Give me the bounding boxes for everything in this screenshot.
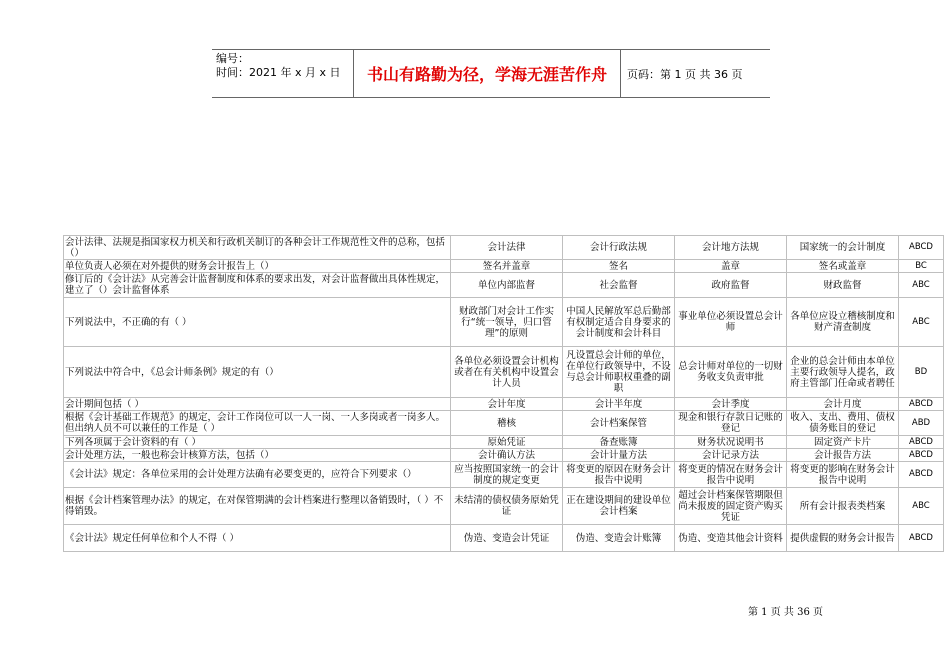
option-b: 会计半年度 [563,398,675,411]
answer-key: ABCD [899,449,944,462]
option-d: 企业的总会计师由本单位主要行政领导人提名，政府主管部门任命或者聘任 [787,347,899,398]
page-footer: 第 1 页 共 36 页 [748,607,823,618]
option-a: 签名并盖章 [451,260,563,273]
option-b: 伪造、变造会计账簿 [563,525,675,552]
question-text: 根据《会计基础工作规范》的规定，会计工作岗位可以一人一岗、一人多岗或者一岗多人。但出纳人员不可以兼任的工作是（ ） [64,411,451,436]
option-c: 伪造、变造其他会计资料 [675,525,787,552]
option-c: 现金和银行存款日记账的登记 [675,411,787,436]
option-c: 总会计师对单位的一切财务收支负责审批 [675,347,787,398]
question-text: 《会计法》规定任何单位和个人不得（ ） [64,525,451,552]
question-text: 会计处理方法，一般也称会计核算方法，包括（） [64,449,451,462]
answer-key: BD [899,347,944,398]
header-motto: 书山有路勤为径，学海无涯苦作舟 [354,50,621,97]
option-b: 凡设置总会计师的单位，在单位行政领导中，不设与总会计师职权重叠的副职 [563,347,675,398]
table-row [64,347,944,398]
question-text: 会计法律、法规是指国家权力机关和行政机关制订的各种会计工作规范性文件的总称，包括（） [64,236,451,260]
option-b: 签名 [563,260,675,273]
option-d: 各单位应设立稽核制度和财产清查制度 [787,298,899,347]
answer-key: ABCD [899,462,944,488]
option-a: 会计年度 [451,398,563,411]
option-a: 会计确认方法 [451,449,563,462]
option-a: 应当按照国家统一的会计制度的规定变更 [451,462,563,488]
option-b: 将变更的原因在财务会计报告中说明 [563,462,675,488]
answer-key: ABC [899,298,944,347]
question-text: 《会计法》规定：各单位采用的会计处理方法确有必要变更的，应符合下列要求（） [64,462,451,488]
question-text: 下列各项属于会计资料的有（ ） [64,436,451,449]
option-a: 单位内部监督 [451,273,563,298]
option-a: 各单位必须设置会计机构或者在有关机构中设置会计人员 [451,347,563,398]
option-c: 会计季度 [675,398,787,411]
option-a: 会计法律 [451,236,563,260]
option-d: 固定资产卡片 [787,436,899,449]
option-c: 盖章 [675,260,787,273]
option-d: 收入、支出、费用、债权债务账目的登记 [787,411,899,436]
question-table [63,235,944,552]
option-a: 伪造、变造会计凭证 [451,525,563,552]
option-d: 签名或盖章 [787,260,899,273]
option-c: 政府监督 [675,273,787,298]
answer-key: ABCD [899,525,944,552]
document-number: 编号： [216,52,249,65]
header-page-number: 页码：第 1 页 共 36 页 [627,67,743,81]
answer-key: ABC [899,273,944,298]
option-d: 财政监督 [787,273,899,298]
table-row [64,411,944,436]
table-row [64,449,944,462]
option-b: 会计计量方法 [563,449,675,462]
table-row [64,236,944,260]
option-b: 备查账簿 [563,436,675,449]
document-time: 时间：2021 年 x 月 x 日 [216,66,341,79]
option-c: 将变更的情况在财务会计报告中说明 [675,462,787,488]
option-d: 会计月度 [787,398,899,411]
option-a: 财政部门对会计工作实行“统一领导，归口管理”的原则 [451,298,563,347]
option-b: 社会监督 [563,273,675,298]
table-row [64,273,944,298]
option-d: 提供虚假的财务会计报告 [787,525,899,552]
question-text: 下列说法中符合中，《总会计师条例》规定的有（） [64,347,451,398]
header-meta [212,50,354,97]
question-text: 根据《会计档案管理办法》的规定，在对保管期满的会计档案进行整理以备销毁时，（ ）不得销毁。 [64,488,451,525]
option-c: 超过会计档案保管期限但尚未报废的固定资产购买凭证 [675,488,787,525]
option-c: 事业单位必须设置总会计师 [675,298,787,347]
table-row [64,260,944,273]
question-text: 单位负责人必须在对外提供的财务会计报告上（） [64,260,451,273]
question-text: 下列说法中，不正确的有（ ） [64,298,451,347]
question-table-body [64,236,944,552]
option-d: 会计报告方法 [787,449,899,462]
option-b: 会计档案保管 [563,411,675,436]
option-a: 未结清的债权债务原始凭证 [451,488,563,525]
option-d: 国家统一的会计制度 [787,236,899,260]
page-header [212,49,770,98]
answer-key: BC [899,260,944,273]
option-a: 原始凭证 [451,436,563,449]
table-row [64,398,944,411]
option-c: 会计记录方法 [675,449,787,462]
option-b: 会计行政法规 [563,236,675,260]
option-a: 稽核 [451,411,563,436]
option-d: 将变更的影响在财务会计报告中说明 [787,462,899,488]
table-row [64,436,944,449]
question-text: 会计期间包括（ ） [64,398,451,411]
table-row [64,525,944,552]
answer-key: ABCD [899,436,944,449]
option-b: 正在建设期间的建设单位会计档案 [563,488,675,525]
answer-key: ABC [899,488,944,525]
table-row [64,462,944,488]
option-c: 财务状况说明书 [675,436,787,449]
table-row [64,488,944,525]
option-b: 中国人民解放军总后勤部有权制定适合自身要求的会计制度和会计科目 [563,298,675,347]
question-text: 修订后的《会计法》从完善会计监督制度和体系的要求出发，对会计监督做出具体性规定，建立了（）会计监督体系 [64,273,451,298]
answer-key: ABCD [899,398,944,411]
answer-key: ABCD [899,236,944,260]
answer-key: ABD [899,411,944,436]
option-c: 会计地方法规 [675,236,787,260]
table-row [64,298,944,347]
option-d: 所有会计报表类档案 [787,488,899,525]
